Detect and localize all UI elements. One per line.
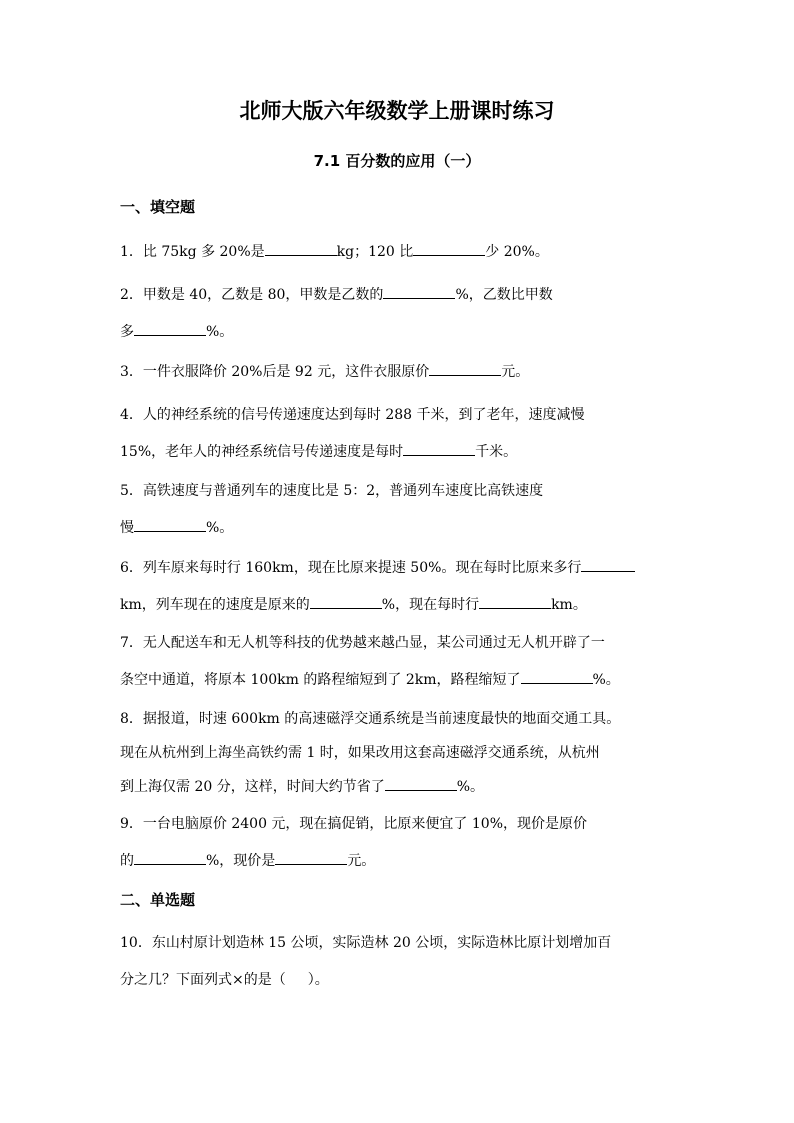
q3-blank-1[interactable] [429, 361, 501, 376]
q4-text-c: 千米。 [475, 444, 518, 460]
question-7 [120, 632, 676, 692]
q6-text-b: km，列车现在的速度是原来的 [120, 597, 310, 613]
q1-text-c: 少 20%。 [485, 244, 549, 260]
q3-text-a: 3．一件衣服降价 20%后是 92 元，这件衣服原价 [120, 364, 430, 380]
section-single-choice: 二、单选题 [120, 891, 196, 909]
q4-text-a: 4．人的神经系统的信号传递速度达到每时 288 千米，到了老年，速度减慢 [120, 407, 585, 423]
q1-blank-1[interactable] [265, 241, 337, 256]
q6-text-a: 6．列车原来每时行 160km，现在比原来提速 50%。现在每时比原来多行 [120, 560, 582, 576]
q8-text-c: 到上海仅需 20 分，这样，时间大约节省了 [120, 779, 385, 795]
q2-text-d: %。 [206, 324, 234, 340]
question-5 [120, 480, 676, 540]
section-fill-blank: 一、填空题 [120, 198, 196, 216]
page-subtitle: 7.1 百分数的应用（一） [313, 152, 481, 170]
q8-text-b: 现在从杭州到上海坐高铁约需 1 时，如果改用这套高速磁浮交通系统，从杭州 [120, 745, 600, 761]
question-6 [120, 557, 676, 617]
q2-blank-1[interactable] [383, 284, 455, 299]
q2-blank-2[interactable] [134, 321, 206, 336]
question-4 [120, 404, 676, 464]
q8-blank-1[interactable] [385, 776, 457, 791]
question-1 [120, 241, 676, 264]
q2-text-b: %，乙数比甲数 [455, 287, 553, 303]
q6-blank-1[interactable] [581, 557, 635, 572]
q5-text-a: 5．高铁速度与普通列车的速度比是 5：2，普通列车速度比高铁速度 [120, 483, 544, 499]
q2-text-a: 2．甲数是 40，乙数是 80，甲数是乙数的 [120, 287, 384, 303]
q5-text-b: 慢 [120, 520, 134, 536]
q8-text-a: 8．据报道，时速 600km 的高速磁浮交通系统是当前速度最快的地面交通工具。 [120, 711, 621, 727]
q1-blank-2[interactable] [413, 241, 485, 256]
q9-blank-2[interactable] [275, 850, 347, 865]
q6-blank-2[interactable] [310, 594, 382, 609]
q7-blank-1[interactable] [521, 669, 593, 684]
q9-blank-1[interactable] [134, 850, 206, 865]
q2-text-c: 多 [120, 324, 134, 340]
question-3 [120, 361, 676, 384]
q10-text-a: 10．东山村原计划造林 15 公顷，实际造林 20 公顷，实际造林比原计划增加百 [120, 935, 612, 951]
q7-text-c: %。 [592, 672, 620, 688]
q5-blank-1[interactable] [134, 517, 206, 532]
q5-text-c: %。 [206, 520, 234, 536]
q4-blank-1[interactable] [403, 441, 475, 456]
q9-text-d: 元。 [347, 853, 376, 869]
question-9 [120, 813, 676, 873]
question-2 [120, 284, 676, 344]
q8-text-d: %。 [456, 779, 485, 795]
page-title: 北师大版六年级数学上册课时练习 [239, 99, 555, 123]
q7-text-a: 7．无人配送车和无人机等科技的优势越来越凸显，某公司通过无人机开辟了一 [120, 635, 605, 651]
q7-text-b: 条空中通道，将原本 100km 的路程缩短到了 2km，路程缩短了 [120, 672, 521, 688]
question-10 [120, 932, 676, 992]
q6-text-d: km。 [551, 597, 587, 613]
q1-text-a: 1．比 75kg 多 20%是 [120, 244, 265, 260]
q9-text-c: %，现价是 [206, 853, 276, 869]
q6-text-c: %，现在每时行 [381, 597, 480, 613]
q4-text-b: 15%，老年人的神经系统信号传递速度是每时 [120, 444, 404, 460]
q10-text-b: 分之几？下面列式×的是（ [120, 972, 286, 988]
q9-text-b: 的 [120, 853, 134, 869]
question-8 [120, 708, 676, 799]
q10-text-c: ）。 [307, 972, 329, 988]
q9-text-a: 9．一台电脑原价 2400 元，现在搞促销，比原来便宜了 10%，现价是原价 [120, 816, 588, 832]
q6-blank-3[interactable] [479, 594, 551, 609]
q1-text-b: kg；120 比 [336, 244, 414, 260]
q3-text-b: 元。 [501, 364, 530, 380]
